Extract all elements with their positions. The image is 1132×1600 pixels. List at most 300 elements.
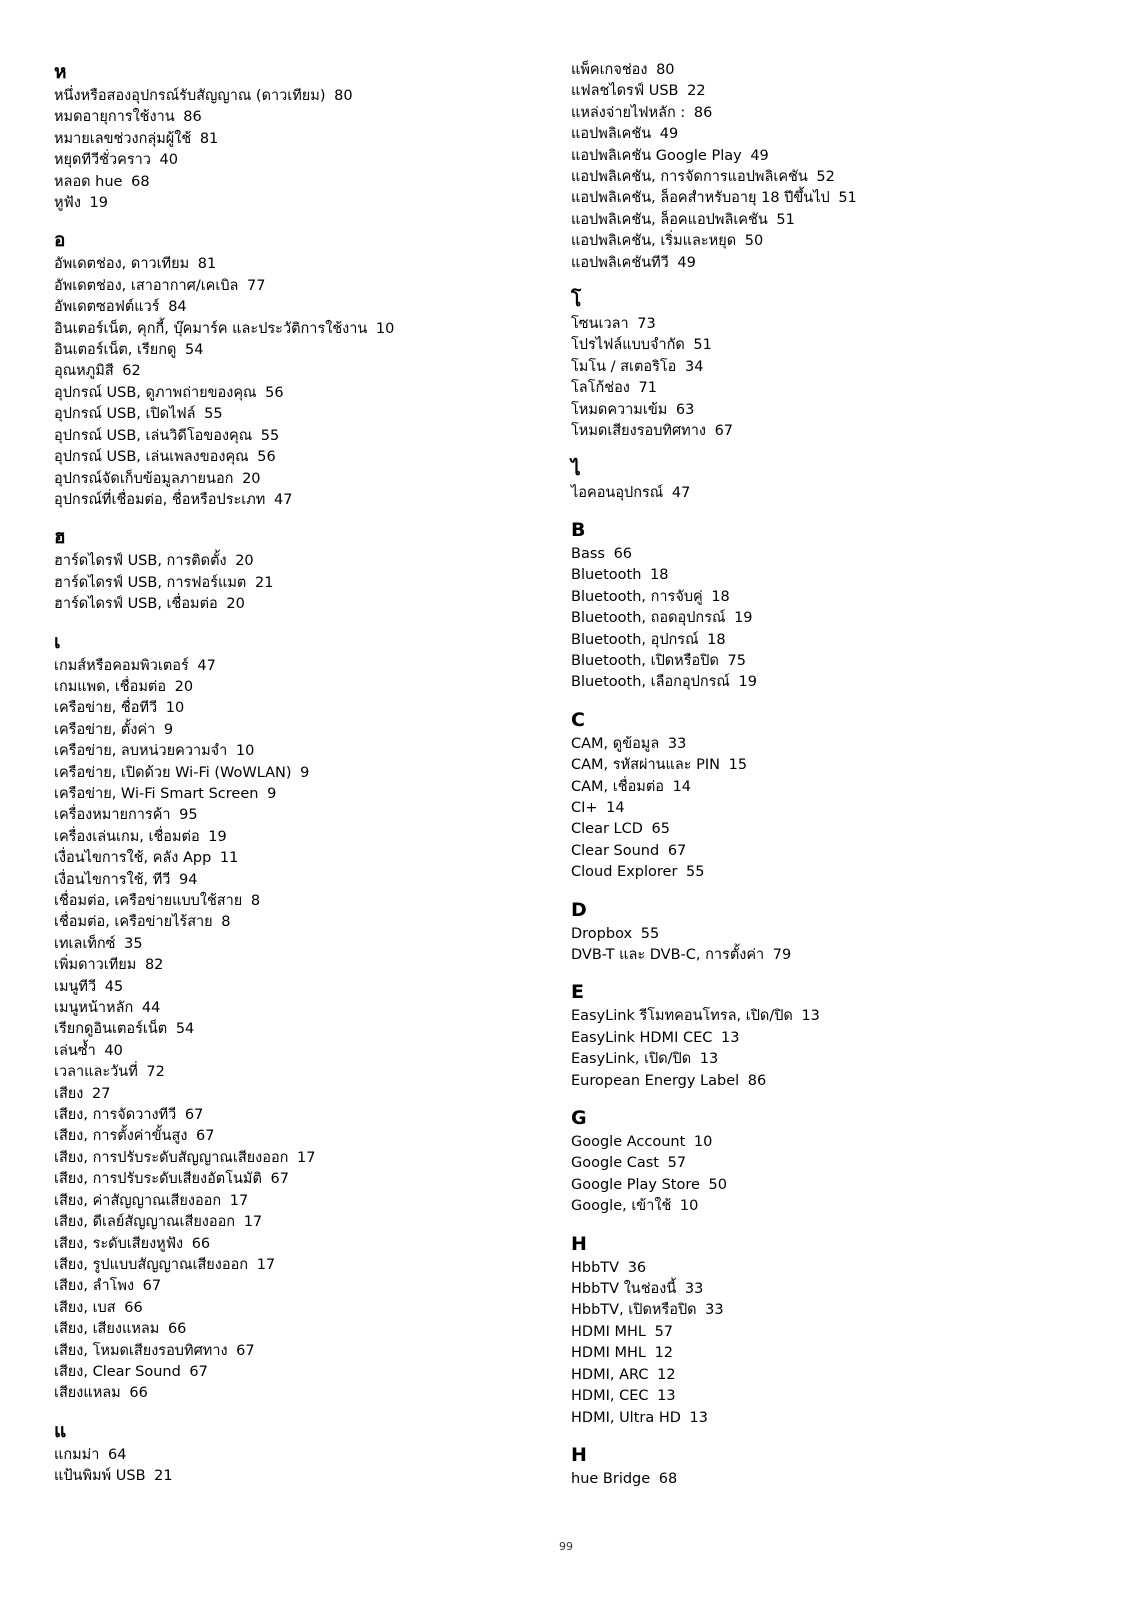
- entry-page-number: 34: [684, 358, 704, 375]
- index-entry: [54, 656, 554, 677]
- index-entry: [54, 1466, 554, 1487]
- index-entry: [54, 870, 554, 891]
- index-entry: [54, 1234, 554, 1255]
- entry-page-number: 10: [679, 1198, 699, 1215]
- entry-text: แอปพลิเคชัน, ล็อคแอปพลิเคชัน: [571, 211, 768, 228]
- entry-text: hue Bridge: [571, 1470, 651, 1487]
- entry-text: Bluetooth, เปิดหรือปิด: [571, 652, 719, 669]
- index-entry: [54, 1276, 554, 1297]
- index-entry: [54, 1019, 554, 1040]
- entry-page-number: 66: [167, 1321, 187, 1338]
- entry-page-number: 20: [226, 596, 245, 613]
- entry-text: HDMI MHL: [571, 1345, 646, 1362]
- entry-page-number: 94: [179, 871, 198, 888]
- index-section: [571, 708, 1091, 884]
- index-entry: [54, 763, 554, 784]
- index-entry: [571, 1071, 1091, 1092]
- entry-text: Clear LCD: [571, 821, 643, 838]
- entry-page-number: 75: [727, 652, 746, 669]
- entry-page-number: 40: [159, 152, 178, 169]
- entry-text: Google Play Store: [571, 1176, 700, 1193]
- index-entry: [571, 1386, 1091, 1407]
- entry-page-number: 40: [104, 1042, 123, 1059]
- entry-text: เครือข่าย, ลบหน่วยความจำ: [54, 743, 228, 760]
- entry-page-number: 67: [270, 1171, 289, 1188]
- index-entry: [54, 490, 554, 511]
- entry-page-number: 57: [654, 1323, 674, 1340]
- entry-text: เสียงแหลม: [54, 1385, 121, 1402]
- entry-text: เสียง, Clear Sound: [54, 1363, 181, 1380]
- entry-text: เครือข่าย, ชื่อทีวี: [54, 700, 158, 717]
- entry-page-number: 67: [236, 1342, 255, 1359]
- index-entry: [54, 955, 554, 976]
- entry-text: เสียง, การปรับระดับสัญญาณเสียงออก: [54, 1149, 289, 1166]
- index-entry: [54, 1062, 554, 1083]
- index-entry: [54, 1212, 554, 1233]
- index-section: [54, 525, 554, 615]
- index-entry: [54, 698, 554, 719]
- section-heading: อ: [54, 229, 66, 252]
- entry-page-number: 67: [714, 423, 734, 440]
- entry-text: อินเตอร์เน็ต, คุกกี้, บุ๊คมาร์ค และประวัติการใช้งาน: [54, 320, 368, 337]
- entry-text: แอปพลิเคชัน: [571, 126, 652, 143]
- entry-page-number: 10: [375, 320, 395, 337]
- index-section: [571, 898, 1091, 967]
- index-entry: [571, 483, 1091, 504]
- index-entry: [54, 361, 554, 382]
- index-entry: [571, 1258, 1091, 1279]
- index-entry: [571, 587, 1091, 608]
- index-entry: [54, 848, 554, 869]
- index-entry: [571, 253, 1091, 274]
- entry-text: แอปพลิเคชัน, การจัดการแอปพลิเคชัน: [571, 169, 808, 186]
- index-section: [571, 60, 1091, 274]
- index-entry: [54, 934, 554, 955]
- index-entry: [54, 1255, 554, 1276]
- index-section: [571, 518, 1091, 694]
- section-heading: แ: [54, 1419, 67, 1442]
- entry-text: CAM, รหัสผ่านและ PIN: [571, 757, 721, 774]
- index-entry: [54, 1126, 554, 1147]
- entry-text: เสียง, ค่าสัญญาณเสียงออก: [54, 1192, 222, 1209]
- section-heading: H: [571, 1443, 587, 1466]
- entry-page-number: 68: [658, 1470, 678, 1487]
- section-heading: H: [571, 1232, 587, 1255]
- entry-page-number: 9: [300, 764, 310, 781]
- index-entry: [571, 103, 1091, 124]
- entry-text: เกมส์หรือคอมพิวเตอร์: [54, 657, 189, 674]
- entry-page-number: 18: [707, 631, 726, 648]
- entry-text: CI+: [571, 799, 598, 816]
- index-entry: [571, 841, 1091, 862]
- section-heading: ไ: [571, 457, 581, 480]
- entry-text: Bluetooth, ถอดอุปกรณ์: [571, 610, 726, 627]
- entry-page-number: 57: [667, 1155, 687, 1172]
- entry-text: European Energy Label: [571, 1072, 740, 1089]
- entry-page-number: 67: [189, 1363, 208, 1380]
- entry-page-number: 47: [273, 491, 293, 508]
- entry-page-number: 10: [235, 743, 255, 760]
- index-entry: [54, 1041, 554, 1062]
- index-entry: [54, 383, 554, 404]
- entry-page-number: 49: [677, 254, 696, 271]
- entry-text: เกมแพด, เชื่อมต่อ: [54, 678, 167, 695]
- index-entry: [54, 1362, 554, 1383]
- entry-page-number: 11: [219, 850, 239, 867]
- entry-page-number: 19: [734, 610, 753, 627]
- index-entry: [54, 827, 554, 848]
- entry-page-number: 36: [627, 1259, 647, 1276]
- entry-text: เทเลเท็กซ์: [54, 935, 116, 952]
- section-heading: โ: [571, 289, 582, 312]
- entry-text: โลโก้ช่อง: [571, 380, 630, 397]
- index-entry: [54, 1445, 554, 1466]
- entry-text: อุปกรณ์ USB, เปิดไฟล์: [54, 406, 196, 423]
- entry-page-number: 18: [711, 588, 730, 605]
- entry-page-number: 86: [747, 1072, 767, 1089]
- entry-text: หมดอายุการใช้งาน: [54, 109, 175, 126]
- index-entry: [571, 146, 1091, 167]
- entry-text: เวลาและวันที่: [54, 1064, 138, 1081]
- index-entry: [54, 677, 554, 698]
- index-entry: [571, 1300, 1091, 1321]
- entry-text: Dropbox: [571, 925, 633, 942]
- section-heading: D: [571, 898, 587, 921]
- entry-text: Cloud Explorer: [571, 864, 678, 881]
- index-column-right: [571, 60, 1091, 1504]
- index-entry: [571, 798, 1091, 819]
- index-entry: [571, 608, 1091, 629]
- index-entry: [54, 150, 554, 171]
- entry-page-number: 49: [659, 126, 679, 143]
- entry-page-number: 13: [689, 1409, 708, 1426]
- index-entry: [54, 1105, 554, 1126]
- index-section: [571, 1232, 1091, 1429]
- index-entry: [54, 1169, 554, 1190]
- entry-page-number: 17: [297, 1149, 316, 1166]
- index-entry: [54, 447, 554, 468]
- entry-text: อุปกรณ์ USB, เล่นวิดีโอของคุณ: [54, 427, 253, 444]
- entry-page-number: 15: [728, 757, 748, 774]
- index-entry: [571, 1322, 1091, 1343]
- entry-page-number: 66: [124, 1299, 143, 1316]
- entry-text: แอปพลิเคชัน, เริ่มและหยุด: [571, 233, 737, 250]
- index-entry: [571, 544, 1091, 565]
- index-entry: [54, 998, 554, 1019]
- entry-page-number: 13: [699, 1051, 719, 1068]
- entry-text: หมายเลขช่วงกลุ่มผู้ใช้: [54, 130, 192, 147]
- entry-text: EasyLink รีโมทคอนโทรล, เปิด/ปิด: [571, 1008, 793, 1025]
- entry-page-number: 51: [838, 190, 857, 207]
- section-heading: ฮ: [54, 526, 66, 549]
- entry-text: HDMI, CEC: [571, 1388, 649, 1405]
- index-section: [571, 457, 1091, 504]
- entry-page-number: 81: [197, 256, 217, 273]
- index-entry: [571, 1049, 1091, 1070]
- entry-text: Bluetooth: [571, 567, 642, 584]
- index-entry: [54, 1084, 554, 1105]
- entry-page-number: 55: [260, 427, 280, 444]
- entry-page-number: 67: [142, 1278, 162, 1295]
- index-entry: [54, 720, 554, 741]
- entry-page-number: 65: [651, 821, 670, 838]
- index-entry: [54, 276, 554, 297]
- index-entry: [571, 231, 1091, 252]
- entry-text: ฮาร์ดไดรฟ์ USB, การติดตั้ง: [54, 553, 227, 570]
- index-entry: [571, 630, 1091, 651]
- entry-page-number: 54: [175, 1021, 195, 1038]
- index-entry: [54, 1383, 554, 1404]
- entry-text: หนึ่งหรือสองอุปกรณ์รับสัญญาณ (ดาวเทียม): [54, 88, 326, 104]
- entry-page-number: 51: [776, 211, 795, 228]
- index-entry: [571, 945, 1091, 966]
- index-entry: [571, 924, 1091, 945]
- entry-page-number: 33: [705, 1302, 724, 1319]
- entry-page-number: 12: [654, 1345, 674, 1362]
- entry-text: โหมดเสียงรอบทิศทาง: [571, 423, 706, 440]
- entry-page-number: 19: [208, 828, 227, 845]
- index-entry: [571, 335, 1091, 356]
- entry-text: EasyLink HDMI CEC: [571, 1029, 713, 1046]
- index-section: [571, 1443, 1091, 1490]
- index-entry: [54, 172, 554, 193]
- entry-page-number: 20: [235, 553, 254, 570]
- entry-page-number: 8: [221, 914, 231, 931]
- entry-page-number: 95: [179, 807, 198, 824]
- entry-text: เครือข่าย, ตั้งค่า: [54, 721, 156, 738]
- index-entry: [571, 1175, 1091, 1196]
- entry-text: Bluetooth, อุปกรณ์: [571, 631, 699, 648]
- entry-text: Google, เข้าใช้: [571, 1198, 672, 1215]
- index-entry: [571, 378, 1091, 399]
- entry-page-number: 17: [256, 1256, 276, 1273]
- entry-page-number: 84: [168, 299, 187, 316]
- entry-text: โหมดความเข้ม: [571, 401, 668, 418]
- entry-page-number: 86: [693, 104, 713, 121]
- entry-text: เสียง, เบส: [54, 1299, 116, 1316]
- entry-page-number: 55: [640, 925, 660, 942]
- entry-page-number: 82: [144, 957, 164, 974]
- index-entry: [54, 107, 554, 128]
- entry-page-number: 50: [744, 233, 764, 250]
- entry-text: Google Cast: [571, 1155, 659, 1172]
- entry-text: DVB-T และ DVB-C, การตั้งค่า: [571, 947, 765, 963]
- index-entry: [54, 594, 554, 615]
- entry-text: เสียง, รูปแบบสัญญาณเสียงออก: [54, 1256, 249, 1273]
- index-entry: [54, 469, 554, 490]
- entry-text: EasyLink, เปิด/ปิด: [571, 1051, 692, 1068]
- entry-page-number: 72: [146, 1064, 165, 1081]
- index-entry: [54, 1319, 554, 1340]
- index-entry: [571, 734, 1091, 755]
- index-entry: [571, 1028, 1091, 1049]
- entry-text: เสียง, ดีเลย์สัญญาณเสียงออก: [54, 1214, 236, 1231]
- entry-page-number: 44: [141, 1000, 161, 1017]
- section-heading: B: [571, 518, 586, 541]
- entry-page-number: 10: [165, 700, 185, 717]
- entry-text: HbbTV ในช่องนี้: [571, 1281, 677, 1298]
- index-entry: [571, 1365, 1091, 1386]
- entry-text: อัพเดตช่อง, ดาวเทียม: [54, 256, 190, 273]
- entry-text: Bluetooth, เลือกอุปกรณ์: [571, 674, 730, 691]
- entry-text: เครื่องหมายการค้า: [54, 807, 171, 824]
- index-section: [54, 630, 554, 1405]
- entry-page-number: 54: [185, 342, 204, 359]
- entry-page-number: 17: [229, 1192, 249, 1209]
- index-entry: [571, 81, 1091, 102]
- index-entry: [571, 314, 1091, 335]
- entry-page-number: 12: [657, 1366, 676, 1383]
- index-entry: [571, 651, 1091, 672]
- entry-page-number: 73: [637, 316, 656, 333]
- entry-text: เมนูหน้าหลัก: [54, 1000, 134, 1017]
- entry-text: เสียง, ลำโพง: [54, 1278, 135, 1295]
- entry-text: เล่นซ้ำ: [54, 1042, 96, 1059]
- entry-page-number: 35: [124, 935, 143, 952]
- index-entry: [571, 1279, 1091, 1300]
- entry-page-number: 20: [242, 470, 261, 487]
- entry-page-number: 14: [672, 778, 692, 795]
- entry-text: เครื่องเล่นเกม, เชื่อมต่อ: [54, 828, 200, 845]
- index-entry: [571, 672, 1091, 693]
- entry-page-number: 67: [184, 1107, 204, 1124]
- entry-page-number: 66: [613, 545, 633, 562]
- index-section: [571, 980, 1091, 1092]
- section-heading: C: [571, 708, 585, 731]
- index-entry: [54, 193, 554, 214]
- entry-text: ฮาร์ดไดรฟ์ USB, เชื่อมต่อ: [54, 596, 218, 613]
- entry-page-number: 79: [772, 947, 792, 963]
- index-entry: [54, 254, 554, 275]
- index-entry: [571, 862, 1091, 883]
- entry-page-number: 9: [163, 721, 174, 738]
- index-entry: [54, 86, 554, 107]
- index-column-left: [54, 60, 554, 1502]
- entry-text: เชื่อมต่อ, เครือข่ายไร้สาย: [54, 914, 213, 931]
- entry-text: HbbTV, เปิดหรือปิด: [571, 1302, 697, 1319]
- section-heading: ห: [54, 61, 67, 83]
- entry-text: เครือข่าย, เปิดด้วย Wi-Fi (WoWLAN): [54, 764, 292, 781]
- index-entry: [571, 1343, 1091, 1364]
- entry-text: หลอด hue: [54, 173, 123, 190]
- entry-page-number: 10: [693, 1134, 713, 1151]
- index-entry: [571, 188, 1091, 209]
- index-entry: [54, 1341, 554, 1362]
- entry-page-number: 33: [667, 735, 687, 752]
- entry-text: อัพเดตช่อง, เสาอากาศ/เคเบิล: [54, 277, 239, 294]
- entry-page-number: 67: [667, 842, 687, 859]
- entry-text: อุปกรณ์ USB, เล่นเพลงของคุณ: [54, 449, 249, 466]
- entry-page-number: 68: [131, 173, 150, 190]
- index-entry: [571, 357, 1091, 378]
- entry-page-number: 21: [254, 574, 274, 591]
- entry-text: เสียง: [54, 1085, 84, 1102]
- section-heading: G: [571, 1107, 587, 1130]
- entry-text: เงื่อนไขการใช้, คลัง App: [54, 850, 212, 867]
- index-entry: [54, 340, 554, 361]
- entry-page-number: 47: [197, 657, 216, 674]
- index-section: [571, 1106, 1091, 1218]
- entry-text: โปรไฟล์แบบจำกัด: [571, 337, 685, 354]
- entry-text: แอปพลิเคชัน Google Play: [571, 147, 742, 164]
- index-entry: [54, 1298, 554, 1319]
- entry-text: เงื่อนไขการใช้, ทีวี: [54, 871, 171, 888]
- section-heading: E: [571, 981, 584, 1004]
- entry-text: แพ็คเกจช่อง: [571, 62, 648, 78]
- entry-page-number: 49: [750, 147, 769, 164]
- entry-text: แฟลชไดรฟ์ USB: [571, 83, 679, 100]
- entry-text: เพิ่มดาวเทียม: [54, 957, 137, 974]
- index-entry: [54, 1148, 554, 1169]
- entry-text: อุปกรณ์ USB, ดูภาพถ่ายของคุณ: [54, 384, 257, 401]
- entry-text: อินเตอร์เน็ต, เรียกดู: [54, 342, 177, 359]
- index-section: [571, 288, 1091, 442]
- index-entry: [571, 777, 1091, 798]
- entry-text: แหล่งจ่ายไฟหลัก :: [571, 104, 686, 121]
- index-entry: [54, 784, 554, 805]
- index-entry: [571, 421, 1091, 442]
- index-entry: [54, 912, 554, 933]
- entry-page-number: 77: [247, 277, 266, 294]
- entry-page-number: 9: [267, 785, 277, 802]
- entry-page-number: 19: [89, 195, 108, 212]
- index-entry: [571, 1132, 1091, 1153]
- index-entry: [54, 404, 554, 425]
- entry-page-number: 52: [816, 169, 835, 186]
- index-entry: [54, 741, 554, 762]
- entry-text: อุณหภูมิสี: [54, 363, 114, 380]
- entry-text: Clear Sound: [571, 842, 660, 859]
- section-heading: เ: [54, 630, 61, 653]
- entry-text: CAM, ดูข้อมูล: [571, 735, 660, 752]
- entry-page-number: 66: [191, 1235, 211, 1252]
- index-entry: [571, 755, 1091, 776]
- entry-page-number: 20: [174, 678, 194, 695]
- entry-text: แอปพลิเคชัน, ล็อคสำหรับอายุ 18 ปีขึ้นไป: [571, 190, 830, 207]
- index-entry: [54, 573, 554, 594]
- entry-text: อุปกรณ์ที่เชื่อมต่อ, ชื่อหรือประเภท: [54, 491, 266, 508]
- index-entry: [571, 565, 1091, 586]
- entry-page-number: 63: [675, 401, 695, 418]
- index-entry: [54, 1191, 554, 1212]
- entry-text: โซนเวลา: [571, 316, 629, 333]
- entry-page-number: 18: [650, 567, 669, 584]
- entry-text: HbbTV: [571, 1259, 620, 1276]
- index-entry: [571, 167, 1091, 188]
- entry-page-number: 55: [204, 406, 223, 423]
- index-entry: [571, 819, 1091, 840]
- index-section: [54, 60, 554, 214]
- entry-text: อุปกรณ์จัดเก็บข้อมูลภายนอก: [54, 470, 234, 487]
- entry-page-number: 64: [108, 1446, 127, 1463]
- index-entry: [54, 805, 554, 826]
- index-entry: [571, 1006, 1091, 1027]
- index-entry: [571, 1153, 1091, 1174]
- entry-text: เรียกดูอินเตอร์เน็ต: [54, 1021, 168, 1038]
- entry-text: CAM, เชื่อมต่อ: [571, 778, 664, 795]
- entry-text: เสียง, โหมดเสียงรอบทิศทาง: [54, 1342, 228, 1359]
- entry-text: เชื่อมต่อ, เครือข่ายแบบใช้สาย: [54, 893, 243, 909]
- index-section: [54, 1419, 554, 1488]
- index-entry: [54, 891, 554, 912]
- entry-page-number: 33: [684, 1281, 704, 1298]
- entry-text: ฮาร์ดไดรฟ์ USB, การฟอร์แมต: [54, 574, 247, 591]
- entry-text: เสียง, เสียงแหลม: [54, 1321, 160, 1338]
- entry-page-number: 50: [708, 1176, 727, 1193]
- entry-page-number: 55: [686, 864, 705, 881]
- index-entry: [54, 426, 554, 447]
- index-entry: [571, 1196, 1091, 1217]
